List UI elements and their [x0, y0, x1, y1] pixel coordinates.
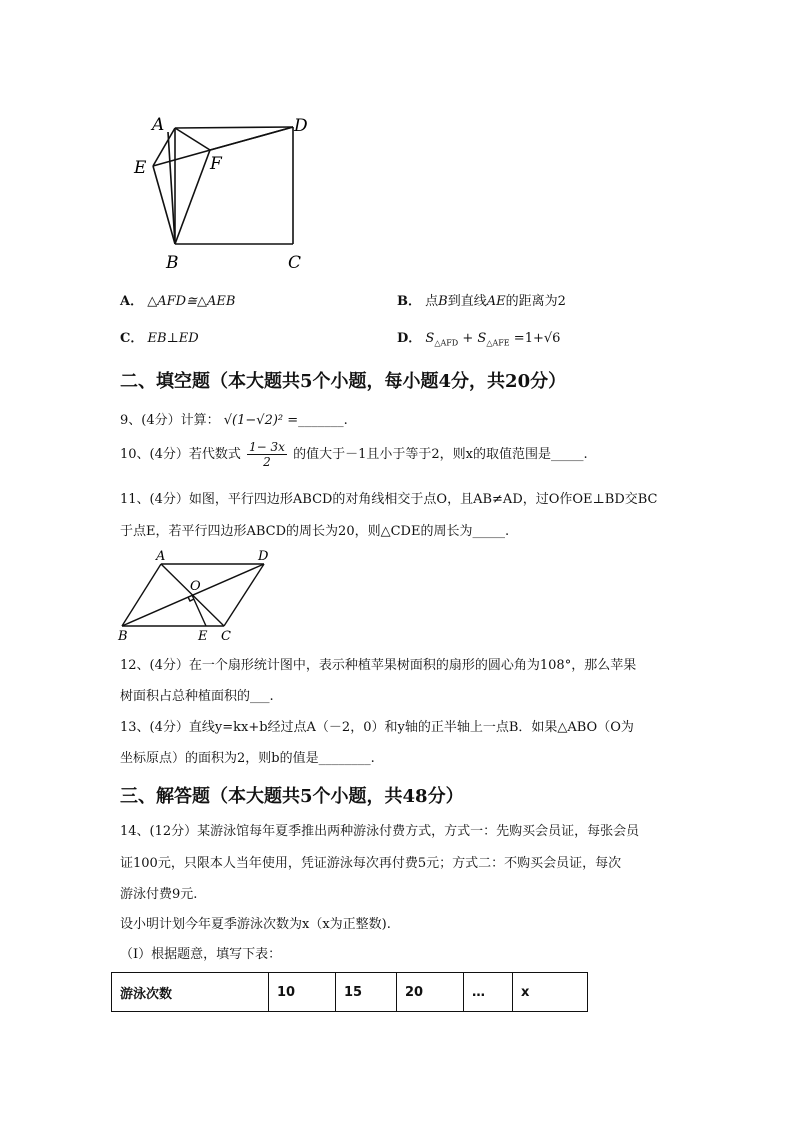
table-cell: 20 [397, 973, 464, 1012]
question-9: 9、(4分）计算： √(1−√2)² =_______. [120, 413, 348, 428]
question-14-line-1: 14、(12分）某游泳馆每年夏季推出两种游泳付费方式，方式一：先购买会员证，每张会员 [120, 824, 640, 839]
table-cell: … [464, 973, 513, 1012]
table-cell: x [513, 973, 588, 1012]
option-a: A． △AFD≅△AEB [120, 294, 236, 309]
question-13-line-2: 坐标原点）的面积为2，则b的值是________. [120, 751, 375, 766]
option-b: B． 点B到直线AE的距离为2 [397, 294, 566, 309]
label-F: F [210, 154, 222, 174]
option-d: D． $S_{\triangle AFD} + S_{\triangle AFE} =1+√6$ [397, 331, 561, 348]
geometry-figure-parallelogram [114, 548, 274, 644]
label-A: A [156, 549, 166, 564]
label-C: C [221, 629, 231, 644]
question-14-line-2: 证100元，只限本人当年使用，凭证游泳每次再付费5元；方式二：不购买会员证，每次 [120, 856, 622, 871]
label-E: E [198, 629, 208, 644]
question-12-line-2: 树面积占总种植面积的___. [120, 689, 274, 704]
fraction-expression: $\frac{1- 3x}{2}$ [249, 440, 285, 469]
option-c: C． EB⊥ED [120, 331, 199, 346]
table-row [112, 973, 588, 1012]
question-14-line-4: 设小明计划今年夏季游泳次数为x（x为正整数). [120, 917, 391, 932]
swim-count-table [111, 972, 588, 1012]
label-C: C [288, 253, 302, 272]
label-D: D [258, 549, 269, 564]
label-O: O [190, 579, 201, 594]
question-12-line-1: 12、(4分）在一个扇形统计图中，表示种植苹果树面积的扇形的圆心角为108°，那么苹果 [120, 658, 637, 673]
geometry-figure-square [128, 112, 328, 272]
table-cell: 游泳次数 [112, 973, 269, 1012]
label-B: B [166, 253, 179, 272]
section-3-heading: 三、解答题（本大题共5个小题，共48分） [120, 786, 464, 807]
label-D: D [294, 116, 308, 136]
question-10: 10、(4分）若代数式 $\frac{1- 3x}{2}$ 的值大于－1且小于等于2，则x的取值范围是_____. [120, 440, 588, 469]
section-2-heading: 二、填空题（本大题共5个小题，每小题4分，共20分） [120, 371, 567, 392]
label-A: A [152, 115, 165, 135]
question-11-line-1: 11、(4分）如图，平行四边形ABCD的对角线相交于点O，且AB≠AD，过O作OE⊥BD交BC [120, 492, 658, 507]
label-B: B [118, 629, 128, 644]
question-13-line-1: 13、(4分）直线y=kx+b经过点A（－2，0）和y轴的正半轴上一点B．如果△ABO（O为 [120, 720, 634, 735]
question-14-line-3: 游泳付费9元. [120, 887, 198, 902]
label-E: E [134, 158, 147, 178]
question-11-line-2: 于点E，若平行四边形ABCD的周长为20，则△CDE的周长为_____. [120, 524, 510, 539]
radical-expression: √(1−√2)² [223, 413, 284, 428]
question-14-line-5: （I）根据题意，填写下表： [120, 947, 282, 962]
table-cell: 15 [336, 973, 397, 1012]
table-cell: 10 [269, 973, 336, 1012]
